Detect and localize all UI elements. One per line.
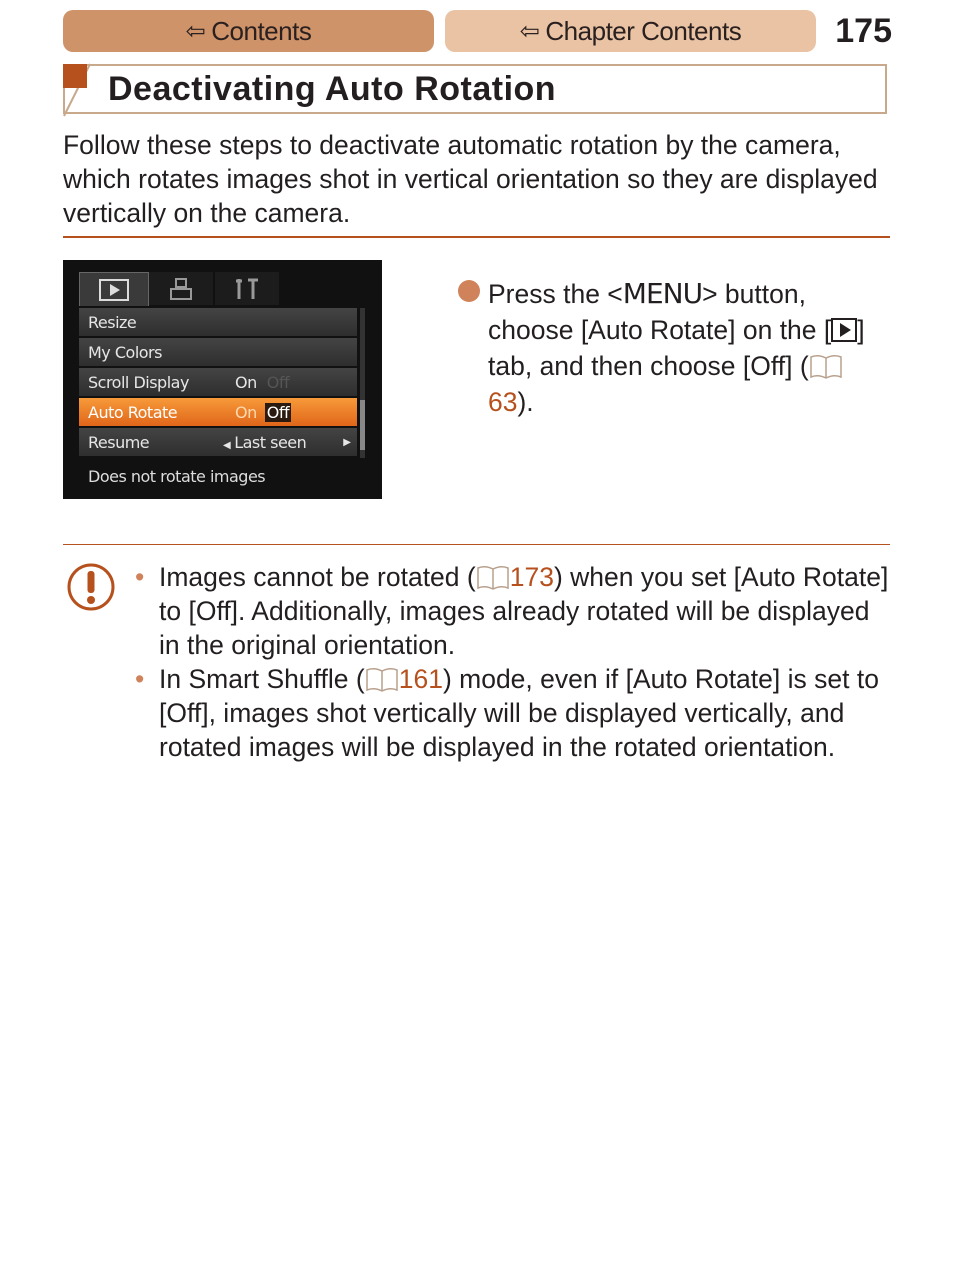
section-title: Deactivating Auto Rotation xyxy=(108,70,557,108)
camera-scrollbar-thumb xyxy=(360,400,365,450)
camera-row-value: ◀ Last seen xyxy=(223,432,307,452)
camera-row-label: My Colors xyxy=(88,342,162,362)
contents-button[interactable] xyxy=(63,10,434,52)
intro-paragraph: Follow these steps to deactivate automatic rotation by the camera, which rotates images shot in vertical orientation so they are displayed vertically on the camera. xyxy=(63,130,878,228)
camera-tab-print xyxy=(149,272,213,305)
playback-icon xyxy=(99,279,129,301)
camera-row-label: Resize xyxy=(88,312,137,332)
camera-screen-illustration xyxy=(63,260,382,499)
wrench-hammer-icon xyxy=(233,277,261,301)
camera-row-value: On Off xyxy=(235,402,290,422)
page-reference-link[interactable]: 161 xyxy=(365,664,443,694)
camera-help-text: Does not rotate images xyxy=(88,467,266,486)
right-arrow-icon: ▶ xyxy=(343,436,351,448)
camera-menu-list xyxy=(79,308,357,458)
section-marker-square xyxy=(63,64,87,88)
note-item: • In Smart Shuffle ( 161) mode, even if [Auto Rotate] is set to [Off], images shot vertically will be displayed vertically, and rotated images will be displayed in the rotated orientation. xyxy=(135,664,879,762)
camera-row-label: Resume xyxy=(88,432,150,452)
back-arrow-icon: ⇦ xyxy=(519,17,540,45)
caution-icon xyxy=(66,562,116,612)
contents-label: Contents xyxy=(211,15,312,46)
notes-divider xyxy=(63,544,890,545)
notes-list xyxy=(135,560,895,764)
page-number: 175 xyxy=(835,12,892,50)
camera-row-label: Auto Rotate xyxy=(88,402,178,422)
step-text: Press the <MENU> button, choose [Auto Rotate] on the [ ] tab, and then choose [Off] (63). xyxy=(488,277,865,417)
camera-tab-playback xyxy=(79,272,149,306)
camera-tab-setup xyxy=(215,272,279,305)
print-icon xyxy=(168,277,194,301)
bullet-icon: • xyxy=(135,562,145,592)
step-bullet-icon xyxy=(458,280,480,302)
camera-row-label: Scroll Display xyxy=(88,372,189,392)
menu-button-glyph: MENU xyxy=(622,277,703,310)
section-divider xyxy=(63,236,890,238)
page-reference-link[interactable]: 173 xyxy=(476,562,554,592)
book-icon xyxy=(476,564,510,590)
selected-option: Off xyxy=(266,402,290,422)
page-reference-link[interactable]: 63 xyxy=(488,351,843,417)
chapter-contents-button[interactable] xyxy=(445,10,816,52)
camera-row-my-colors xyxy=(79,338,357,366)
book-icon xyxy=(809,353,843,379)
camera-tabs xyxy=(79,272,363,305)
left-arrow-icon: ◀ xyxy=(223,439,231,451)
chapter-contents-label: Chapter Contents xyxy=(545,15,742,46)
camera-row-resize xyxy=(79,308,357,336)
camera-row-value: On Off xyxy=(235,372,290,392)
playback-icon xyxy=(831,318,857,342)
camera-row-resume xyxy=(79,428,357,456)
camera-row-auto-rotate xyxy=(79,398,357,426)
bullet-icon: • xyxy=(135,664,145,694)
note-item: • Images cannot be rotated ( 173) when you set [Auto Rotate] to [Off]. Additionally, images already rotated will be displayed in the original orientation. xyxy=(135,562,889,660)
back-arrow-icon: ⇦ xyxy=(185,17,206,45)
book-icon xyxy=(365,666,399,692)
camera-row-scroll-display xyxy=(79,368,357,396)
